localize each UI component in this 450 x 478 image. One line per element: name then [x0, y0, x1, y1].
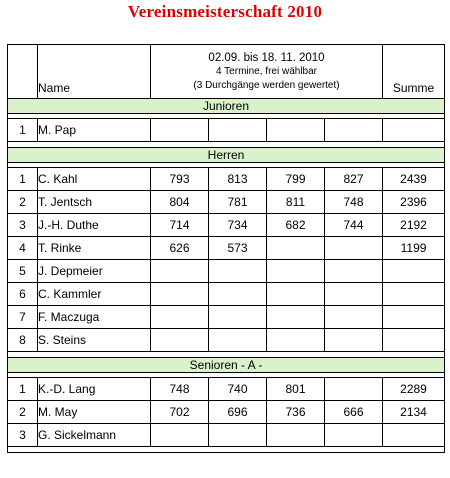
- score-cell: 702: [151, 401, 209, 424]
- rank-cell: 2: [8, 401, 38, 424]
- table-row: [8, 401, 445, 424]
- table-row: [8, 424, 445, 447]
- terms-note: 4 Termine, frei wählbar: [216, 65, 317, 77]
- score-cell: 827: [325, 168, 383, 191]
- section-junioren: [8, 99, 445, 114]
- name-cell: S. Steins: [38, 329, 151, 352]
- sum-cell: [383, 306, 445, 329]
- score-cell: 682: [267, 214, 325, 237]
- table-row: [8, 168, 445, 191]
- table-row: [8, 306, 445, 329]
- score-cell: 734: [209, 214, 267, 237]
- score-cell: [151, 119, 209, 142]
- table-row: [8, 237, 445, 260]
- score-cell: [267, 329, 325, 352]
- score-cell: [325, 260, 383, 283]
- score-cell: [325, 424, 383, 447]
- score-cell: [267, 260, 325, 283]
- name-header: Name: [38, 45, 151, 99]
- score-cell: [325, 283, 383, 306]
- score-cell: 811: [267, 191, 325, 214]
- score-cell: [267, 283, 325, 306]
- score-cell: 793: [151, 168, 209, 191]
- score-cell: 813: [209, 168, 267, 191]
- rank-cell: 8: [8, 329, 38, 352]
- table-row: [8, 214, 445, 237]
- name-cell: F. Maczuga: [38, 306, 151, 329]
- sum-cell: 1199: [383, 237, 445, 260]
- table-row: [8, 119, 445, 142]
- score-cell: 799: [267, 168, 325, 191]
- score-cell: [325, 329, 383, 352]
- name-cell: M. May: [38, 401, 151, 424]
- sum-cell: 2289: [383, 378, 445, 401]
- score-cell: [209, 329, 267, 352]
- section-senioren: [8, 358, 445, 373]
- spacer-row: [8, 447, 445, 453]
- score-cell: 626: [151, 237, 209, 260]
- name-cell: C. Kahl: [38, 168, 151, 191]
- score-cell: [267, 119, 325, 142]
- sum-cell: 2439: [383, 168, 445, 191]
- score-cell: [151, 283, 209, 306]
- score-cell: 736: [267, 401, 325, 424]
- section-label: Junioren: [8, 99, 445, 114]
- table-header-row: [8, 45, 445, 99]
- score-cell: [267, 237, 325, 260]
- score-cell: [151, 306, 209, 329]
- section-label: Herren: [8, 148, 445, 163]
- rank-cell: 3: [8, 424, 38, 447]
- sum-cell: [383, 424, 445, 447]
- score-cell: [325, 378, 383, 401]
- sum-cell: 2192: [383, 214, 445, 237]
- score-cell: 804: [151, 191, 209, 214]
- results-table: [7, 44, 445, 453]
- score-cell: 781: [209, 191, 267, 214]
- score-cell: [151, 424, 209, 447]
- score-cell: 748: [151, 378, 209, 401]
- score-cell: 748: [325, 191, 383, 214]
- score-cell: 740: [209, 378, 267, 401]
- sum-cell: 2134: [383, 401, 445, 424]
- score-cell: [151, 260, 209, 283]
- sum-cell: 2396: [383, 191, 445, 214]
- rank-cell: 1: [8, 168, 38, 191]
- section-herren: [8, 148, 445, 163]
- score-cell: [209, 306, 267, 329]
- rounds-header: [151, 45, 383, 99]
- rank-cell: 5: [8, 260, 38, 283]
- rank-cell: 7: [8, 306, 38, 329]
- name-cell: J.-H. Duthe: [38, 214, 151, 237]
- index-header: [8, 45, 38, 99]
- score-cell: [209, 260, 267, 283]
- score-cell: 714: [151, 214, 209, 237]
- score-cell: 696: [209, 401, 267, 424]
- score-cell: 801: [267, 378, 325, 401]
- date-range: 02.09. bis 18. 11. 2010: [208, 51, 325, 64]
- table-row: [8, 283, 445, 306]
- rank-cell: 1: [8, 378, 38, 401]
- section-label: Senioren - A -: [8, 358, 445, 373]
- score-cell: 744: [325, 214, 383, 237]
- rank-cell: 1: [8, 119, 38, 142]
- name-cell: K.-D. Lang: [38, 378, 151, 401]
- sum-cell: [383, 329, 445, 352]
- rank-cell: 3: [8, 214, 38, 237]
- table-row: [8, 378, 445, 401]
- score-cell: [151, 329, 209, 352]
- score-cell: 573: [209, 237, 267, 260]
- sum-cell: [383, 283, 445, 306]
- score-cell: [325, 237, 383, 260]
- table-row: [8, 329, 445, 352]
- rank-cell: 2: [8, 191, 38, 214]
- table-row: [8, 260, 445, 283]
- name-cell: M. Pap: [38, 119, 151, 142]
- rank-cell: 6: [8, 283, 38, 306]
- score-cell: [209, 283, 267, 306]
- score-cell: 666: [325, 401, 383, 424]
- score-cell: [267, 306, 325, 329]
- score-cell: [209, 119, 267, 142]
- sum-cell: [383, 260, 445, 283]
- scoring-rule: (3 Durchgänge werden gewertet): [193, 79, 340, 91]
- table-row: [8, 191, 445, 214]
- rank-cell: 4: [8, 237, 38, 260]
- name-cell: T. Jentsch: [38, 191, 151, 214]
- score-cell: [209, 424, 267, 447]
- score-cell: [267, 424, 325, 447]
- sum-cell: [383, 119, 445, 142]
- sum-header: Summe: [383, 45, 445, 99]
- name-cell: J. Depmeier: [38, 260, 151, 283]
- score-cell: [325, 306, 383, 329]
- name-cell: C. Kammler: [38, 283, 151, 306]
- score-cell: [325, 119, 383, 142]
- name-cell: G. Sickelmann: [38, 424, 151, 447]
- name-cell: T. Rinke: [38, 237, 151, 260]
- document-title: Vereinsmeisterschaft 2010: [127, 2, 323, 21]
